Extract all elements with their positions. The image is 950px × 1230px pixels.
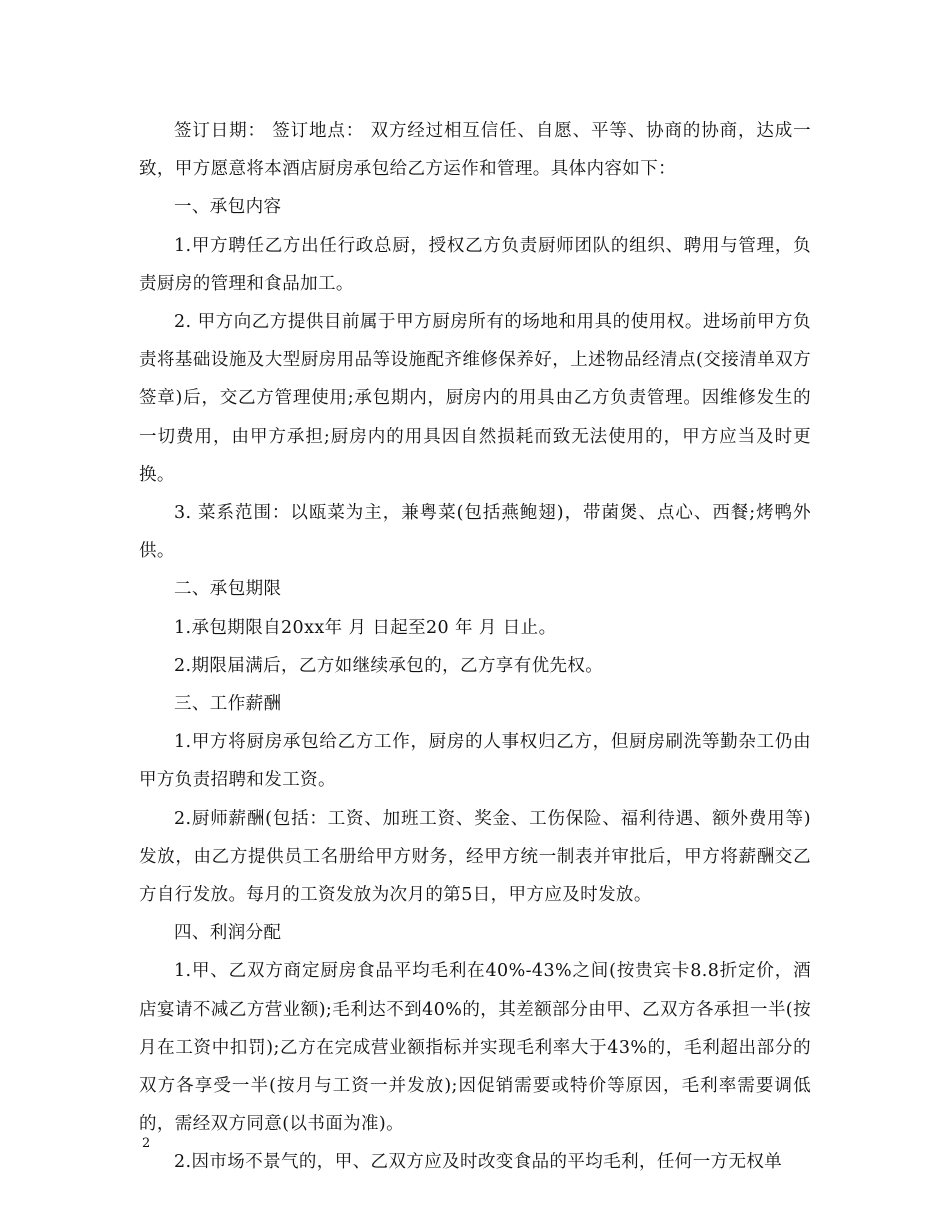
paragraph-renewal-priority: 2.期限届满后，乙方如继续承包的，乙方享有优先权。 <box>174 655 604 676</box>
paragraph-term-dates: 1.承包期限自20xx年 月 日起至20 年 月 日止。 <box>174 617 557 638</box>
page-number: 2 <box>142 1136 151 1151</box>
document-body <box>139 112 811 1182</box>
paragraph-market-adjustment: 2.因市场不景气的，甲、乙双方应及时改变食品的平均毛利，任何一方无权单 <box>174 1152 783 1173</box>
paragraph-signing-info: 签订日期： 签订地点： 双方经过相互信任、自愿、平等、协商的协商，达成一致，甲方愿意将本酒店厨房承包给乙方运作和管理。具体内容如下： <box>139 121 811 180</box>
paragraph-personnel-rights: 1.甲方将厨房承包给乙方工作，厨房的人事权归乙方，但厨房刷洗等勤杂工仍由甲方负责招聘和发工资。 <box>139 732 811 791</box>
paragraph-chef-appointment: 1.甲方聘任乙方出任行政总厨，授权乙方负责厨师团队的组织、聘用与管理，负责厨房的管理和食品加工。 <box>139 235 811 294</box>
paragraph-facilities-usage: 2. 甲方向乙方提供目前属于甲方厨房所有的场地和用具的使用权。进场前甲方负责将基础设施及大型厨房用品等设施配齐维修保养好，上述物品经清点(交接清单双方签章)后，交乙方管理使用;承包期内，厨房内的用具由乙方负责管理。因维修发生的一切费用，由甲方承担;厨房内的用具因自然损耗而致无法使用的，甲方应当及时更换。 <box>139 312 811 485</box>
section-heading-contract-term: 二、承包期限 <box>174 579 282 600</box>
paragraph-gross-margin: 1.甲、乙双方商定厨房食品平均毛利在40%-43%之间(按贵宾卡8.8折定价，酒店宴请不减乙方营业额);毛利达不到40%的，其差额部分由甲、乙双方各承担一半(按月在工资中扣罚);乙方在完成营业额指标并实现毛利率大于43%的，毛利超出部分的双方各享受一半(按月与工资一并发放);因促销需要或特价等原因，毛利率需要调低的，需经双方同意(以书面为准)。 <box>139 961 811 1135</box>
section-heading-profit-distribution: 四、利润分配 <box>174 923 282 944</box>
paragraph-salary-payment: 2.厨师薪酬(包括：工资、加班工资、奖金、工伤保险、福利待遇、额外费用等)发放，由乙方提供员工名册给甲方财务，经甲方统一制表并审批后，甲方将薪酬交乙方自行发放。每月的工资发放为次月的第5日，甲方应及时发放。 <box>139 808 811 906</box>
section-heading-compensation: 三、工作薪酬 <box>174 694 282 715</box>
paragraph-cuisine-scope: 3. 菜系范围：以瓯菜为主，兼粤菜(包括燕鲍翅)，带菌煲、点心、西餐;烤鸭外供。 <box>139 503 811 562</box>
section-heading-contract-content: 一、承包内容 <box>174 197 282 218</box>
